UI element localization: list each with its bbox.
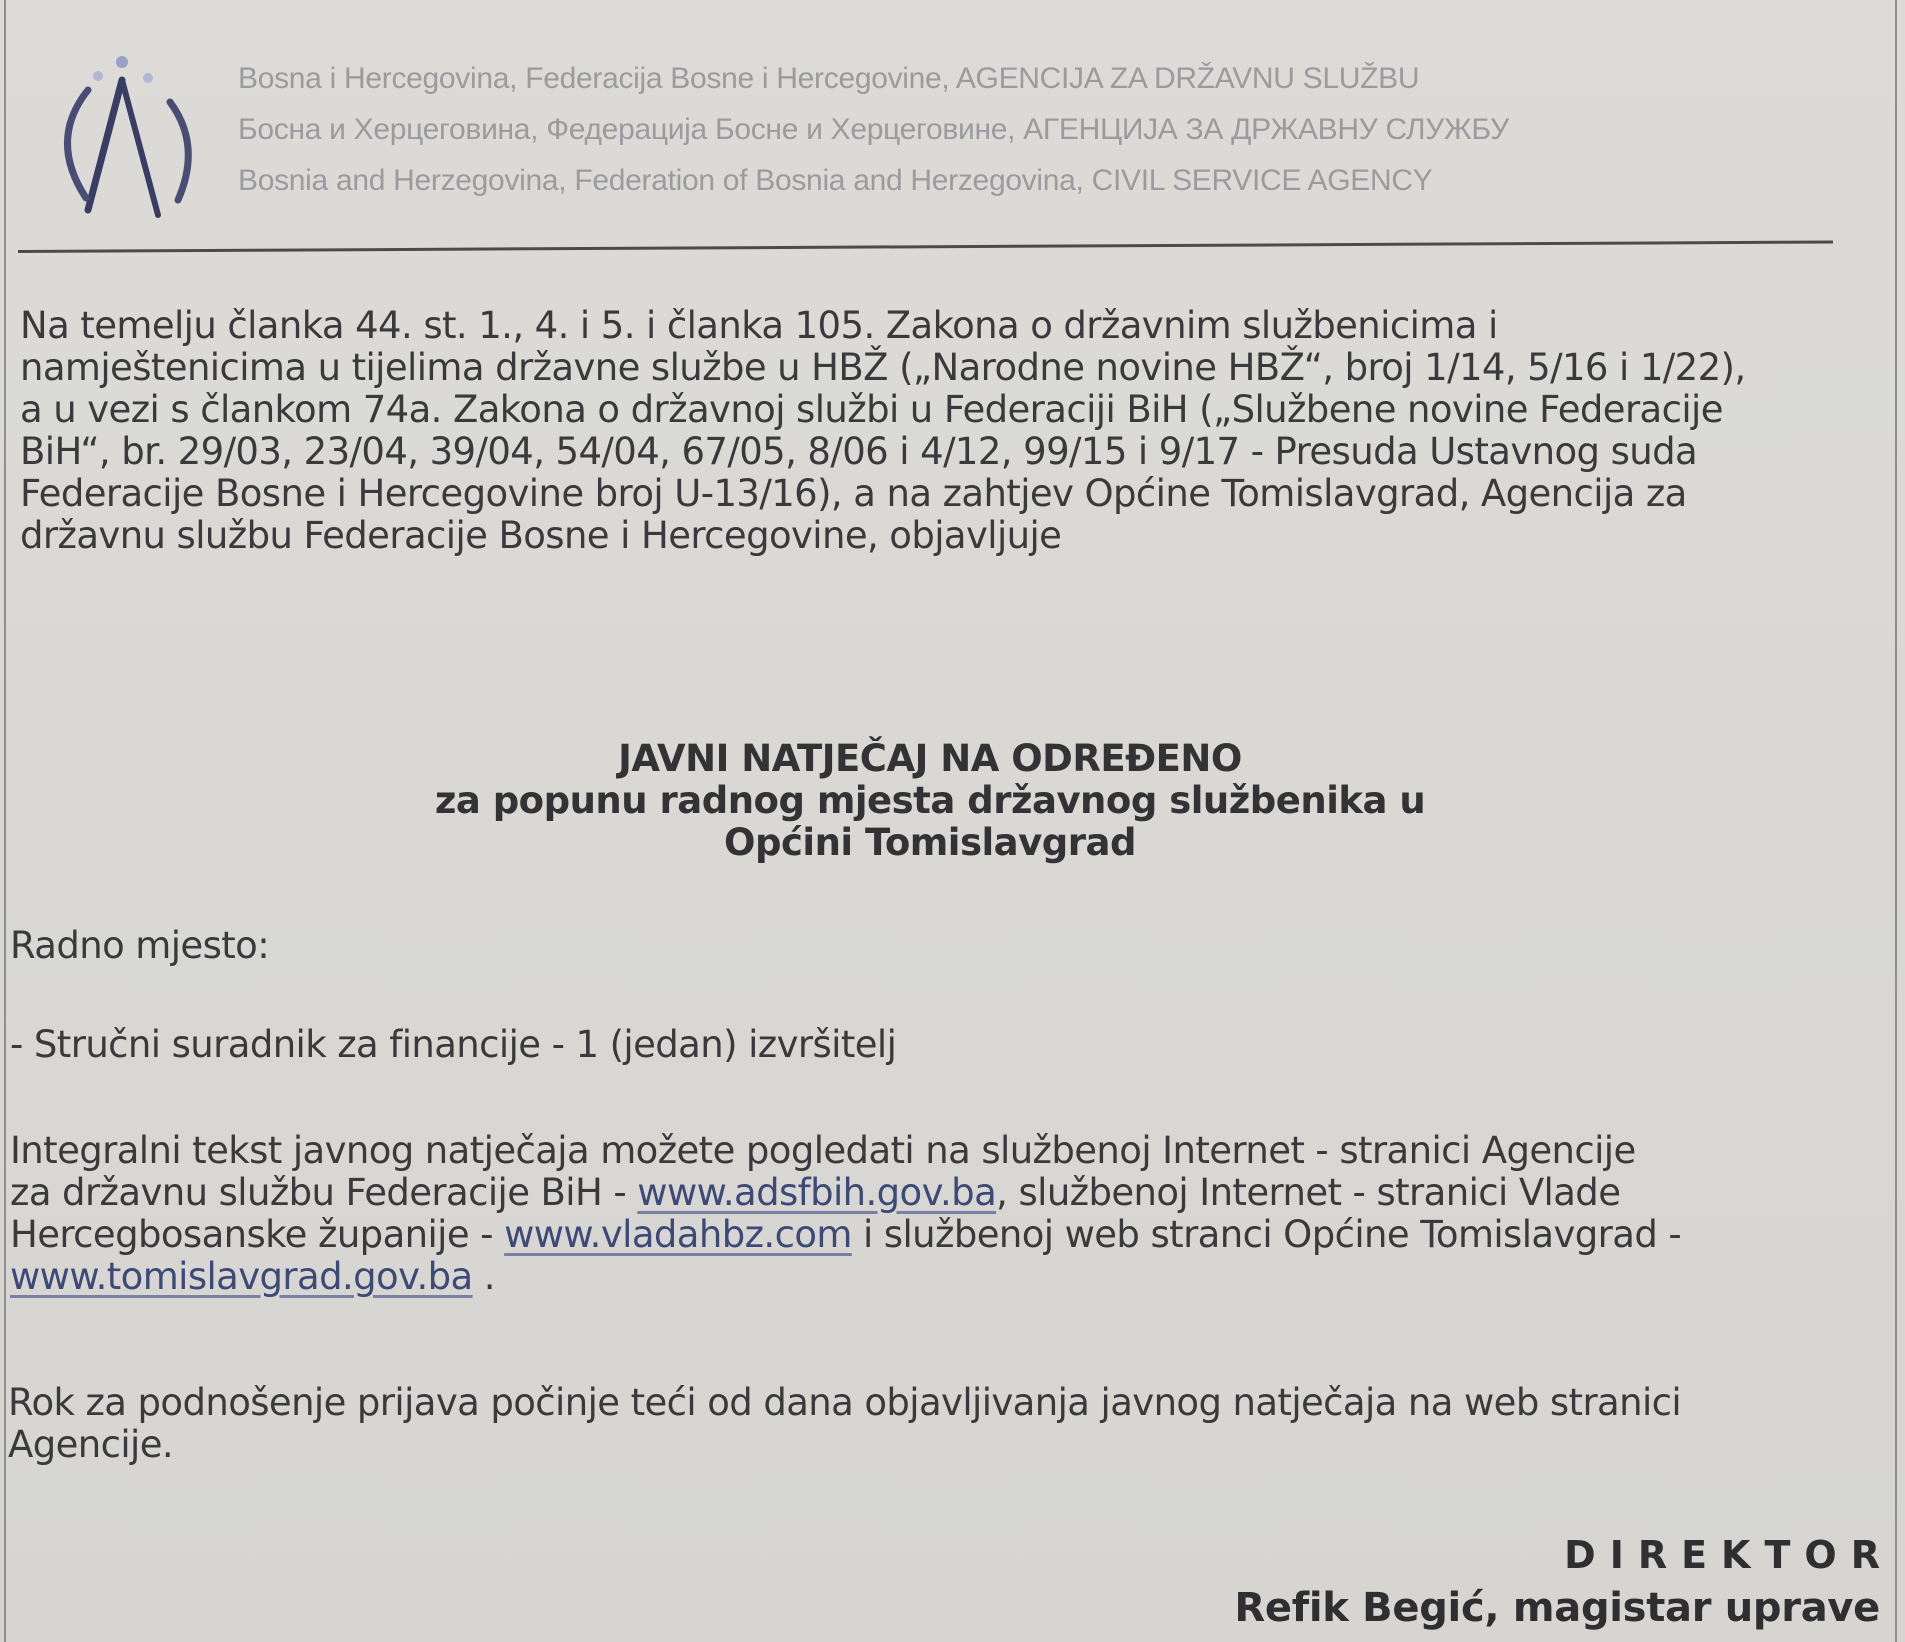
intro-line: Federacije Bosne i Hercegovine broj U-13/16), a na zahtjev Općine Tomislavgrad, Agencija za xyxy=(20,472,1687,515)
integral-line xyxy=(10,1256,1681,1298)
intro-line: BiH“, br. 29/03, 23/04, 39/04, 54/04, 67/05, 8/06 i 4/12, 99/15 i 9/17 - Presuda Ustavnog suda xyxy=(20,430,1698,473)
integral-text-paragraph xyxy=(10,1130,1681,1298)
link-tomislavgrad[interactable]: www.tomislavgrad.gov.ba xyxy=(10,1255,473,1298)
link-adsfbih[interactable]: www.adsfbih.gov.ba xyxy=(637,1171,997,1214)
agency-line-latin: Bosna i Hercegovina, Federacija Bosne i Hercegovine, AGENCIJA ZA DRŽAVNU SLUŽBU xyxy=(238,62,1420,95)
title-line-3: Općini Tomislavgrad xyxy=(724,821,1136,864)
deadline-line: Agencije. xyxy=(8,1423,174,1466)
position-label: Radno mjesto: xyxy=(10,924,270,967)
position-item: - Stručni suradnik za financije - 1 (jedan) izvršitelj xyxy=(10,1023,897,1066)
text-span: i službenoj web stranci Općine Tomislavgrad - xyxy=(851,1213,1682,1256)
agency-header xyxy=(238,62,1509,215)
agency-line-cyrillic: Босна и Херцеговина, Федерација Босне и Херцеговине, АГЕНЦИЈА ЗА ДРЖАВНУ СЛУЖБУ xyxy=(238,113,1509,146)
deadline-paragraph xyxy=(8,1382,1681,1466)
text-span: Hercegbosanske županije - xyxy=(10,1213,505,1256)
integral-line: Integralni tekst javnog natječaja možete pogledati na službenoj Internet - stranici Agencije xyxy=(10,1129,1636,1172)
intro-line: Na temelju članka 44. st. 1., 4. i 5. i članka 105. Zakona o državnim službenicima i xyxy=(20,304,1498,347)
integral-line xyxy=(10,1214,1681,1256)
text-span: . xyxy=(472,1255,495,1298)
signature-name: Refik Begić, magistar uprave xyxy=(1234,1585,1880,1631)
text-span: za državnu službu Federacije BiH - xyxy=(10,1171,638,1214)
competition-title xyxy=(0,738,1860,864)
title-line-2: za popunu radnog mjesta državnog službenika u xyxy=(434,779,1426,822)
link-vladahbz[interactable]: www.vladahbz.com xyxy=(504,1213,852,1256)
signature-role: DIREKTOR xyxy=(1564,1533,1894,1577)
agency-logo xyxy=(30,20,210,220)
signature-block xyxy=(1234,1532,1894,1632)
deadline-line: Rok za podnošenje prijava počinje teći od dana objavljivanja javnog natječaja na web stranici xyxy=(8,1381,1682,1424)
intro-paragraph xyxy=(20,305,1746,557)
title-line-1: JAVNI NATJEČAJ NA ODREĐENO xyxy=(618,737,1242,780)
intro-line: namještenicima u tijelima državne službe u HBŽ („Narodne novine HBŽ“, broj 1/14, 5/16 i 1/22), xyxy=(20,346,1746,389)
intro-line: državnu službu Federacije Bosne i Hercegovine, objavljuje xyxy=(20,514,1062,557)
intro-line: a u vezi s člankom 74a. Zakona o državnoj službi u Federaciji BiH („Službene novine Federacije xyxy=(20,388,1723,431)
integral-line xyxy=(10,1172,1681,1214)
text-span: , službenoj Internet - stranici Vlade xyxy=(996,1171,1621,1214)
agency-line-english: Bosnia and Herzegovina, Federation of Bosnia and Herzegovina, CIVIL SERVICE AGENCY xyxy=(238,164,1433,197)
